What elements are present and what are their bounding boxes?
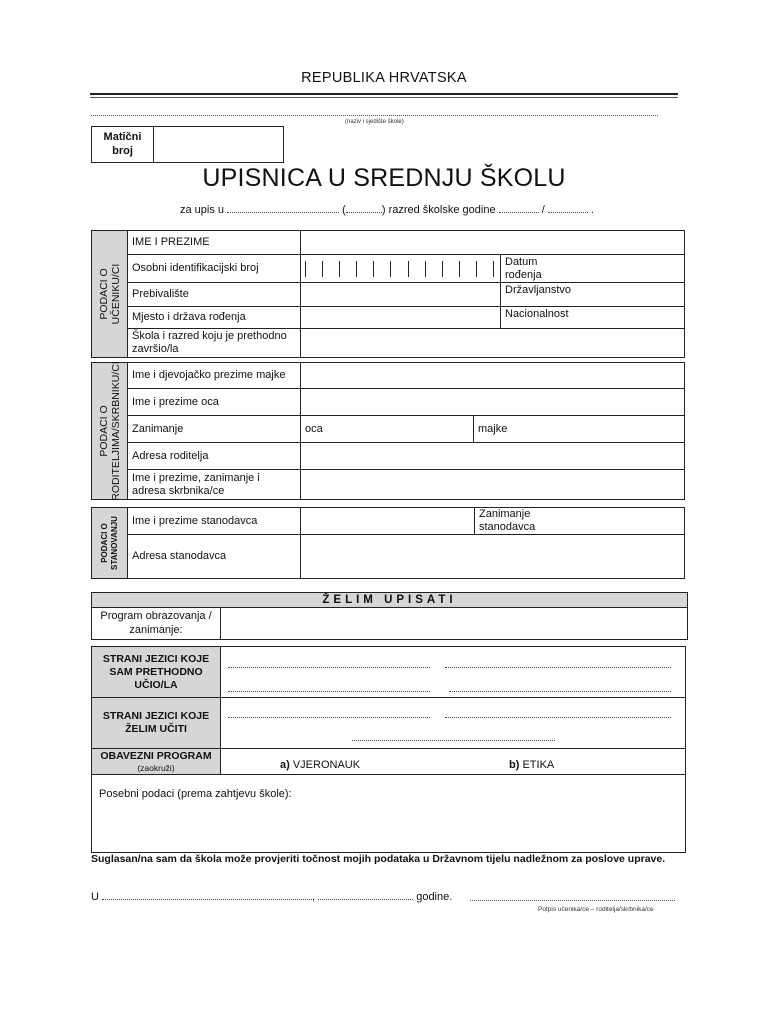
prev-lang-line-2[interactable] <box>445 667 671 668</box>
sub-slash: / <box>541 204 545 216</box>
landlord-address-field[interactable] <box>301 535 685 579</box>
special-data-field[interactable] <box>92 775 685 852</box>
place-input-line[interactable] <box>102 892 312 900</box>
parents-table <box>91 362 685 500</box>
nationality-label: Nacionalnost <box>505 308 569 320</box>
school-name-line[interactable] <box>91 115 658 116</box>
prev-languages-label: STRANI JEZICI KOJE SAM PRETHODNO UČIO/LA <box>92 647 221 697</box>
oib-digit-boxes[interactable] <box>305 261 494 277</box>
republic-heading: REPUBLIKA HRVATSKA <box>301 70 467 86</box>
parents-address-label: Adresa roditelja <box>128 443 301 470</box>
father-occupation-label: oca <box>305 422 323 435</box>
enrollment-subline: za upis u ( ) razred školske godine / . <box>180 204 594 216</box>
prev-school-label: Škola i razred koju je prethodno završio/la <box>128 329 301 358</box>
occupation-label: Zanimanje <box>128 416 301 443</box>
mother-occupation-label: majke <box>478 422 508 435</box>
option-vjeronauk[interactable]: a) VJERONAUK <box>280 759 361 771</box>
landlord-name-label: Ime i prezime stanodavca <box>128 508 301 535</box>
header-rule-thick <box>90 93 678 95</box>
special-data-label: Posebni podaci (prema zahtjevu škole): <box>99 788 292 800</box>
maticni-broj-field[interactable] <box>154 127 283 162</box>
birthplace-field[interactable] <box>301 307 501 329</box>
school-input-line[interactable] <box>227 204 339 213</box>
birth-date-cell[interactable] <box>501 255 685 283</box>
father-occupation-field[interactable] <box>301 416 474 443</box>
maticni-broj-label: Matični broj <box>92 127 154 162</box>
parents-side-label: PODACI O RODITELJIMA/SKRBNIKU/CI <box>92 363 128 500</box>
residence-label: Prebivalište <box>128 283 301 307</box>
oib-label: Osobni identifikacijski broj <box>128 255 301 283</box>
prev-lang-line-1[interactable] <box>228 667 430 668</box>
signature-line[interactable] <box>470 900 675 901</box>
want-languages-label: STRANI JEZICI KOJE ŽELIM UČITI <box>92 698 221 748</box>
prev-school-field[interactable] <box>301 329 685 358</box>
program-field[interactable] <box>221 608 687 639</box>
page-title: UPISNICA U SREDNJU ŠKOLU <box>202 164 566 192</box>
date-input-line[interactable] <box>318 892 413 900</box>
program-label: Program obrazovanja / zanimanje: <box>92 608 221 639</box>
want-lang-line-3[interactable] <box>352 740 555 741</box>
sub-mid: razred školske godine <box>388 204 496 216</box>
landlord-side-label: PODACI O STANOVANJU <box>92 508 128 579</box>
student-name-field[interactable] <box>301 231 685 255</box>
header-rule-thin <box>90 97 678 98</box>
prev-lang-line-4[interactable] <box>449 691 671 692</box>
birthplace-label: Mjesto i država rođenja <box>128 307 301 329</box>
student-name-label: IME I PREZIME <box>128 231 301 255</box>
father-name-field[interactable] <box>301 389 685 416</box>
prev-languages-row <box>92 647 685 698</box>
birth-date-label: Datum rođenja <box>505 256 542 281</box>
landlord-table <box>91 507 685 579</box>
want-lang-line-2[interactable] <box>445 717 671 718</box>
mother-name-label: Ime i djevojačko prezime majke <box>128 363 301 389</box>
father-name-label: Ime i prezime oca <box>128 389 301 416</box>
parents-address-field[interactable] <box>301 443 685 470</box>
signature-label: Potpis učenika/ce – roditelja/skrbnika/ce <box>538 906 654 913</box>
mandatory-program-label: OBAVEZNI PROGRAM (zaokruži) <box>92 749 221 774</box>
mother-name-field[interactable] <box>301 363 685 389</box>
student-table <box>91 230 685 358</box>
year-from-line[interactable] <box>499 204 539 213</box>
mandatory-program-row <box>92 749 685 775</box>
option-etika[interactable]: b) ETIKA <box>509 759 555 771</box>
program-box <box>91 608 688 640</box>
guardian-label: Ime i prezime, zanimanje i adresa skrbnika/ce <box>128 470 301 500</box>
place-prefix: U <box>91 891 99 903</box>
sub-prefix: za upis u <box>180 204 225 216</box>
want-languages-row <box>92 698 685 749</box>
place-date-line: U , godine. <box>91 891 453 903</box>
landlord-address-label: Adresa stanodavca <box>128 535 301 579</box>
school-name-note: (naziv i sjedište škole) <box>345 119 404 125</box>
grade-input-line[interactable] <box>346 204 382 213</box>
consent-statement: Suglasan/na sam da škola može provjeriti točnost mojih podataka u Državnom tijelu nadležnom za poslove uprave. <box>91 853 666 865</box>
residence-field[interactable] <box>301 283 501 307</box>
prev-lang-line-3[interactable] <box>228 691 430 692</box>
citizenship-label: Državljanstvo <box>505 284 572 296</box>
want-lang-line-1[interactable] <box>228 717 430 718</box>
citizenship-cell[interactable] <box>501 283 685 307</box>
guardian-field[interactable] <box>301 470 685 500</box>
landlord-name-field[interactable] <box>301 508 475 535</box>
landlord-occupation-label: Zanimanje stanodavca <box>479 508 536 533</box>
mother-occupation-field[interactable] <box>474 416 685 443</box>
maticni-broj-box <box>91 126 284 163</box>
enroll-heading: ŽELIM UPISATI <box>91 592 688 608</box>
languages-box <box>91 646 686 853</box>
landlord-occupation-cell[interactable] <box>475 508 685 535</box>
oib-field[interactable] <box>301 255 501 283</box>
godine-label: godine. <box>416 891 453 903</box>
student-side-label: PODACI O UČENIKU/CI <box>92 231 128 358</box>
nationality-cell[interactable] <box>501 307 685 329</box>
year-to-line[interactable] <box>548 204 588 213</box>
